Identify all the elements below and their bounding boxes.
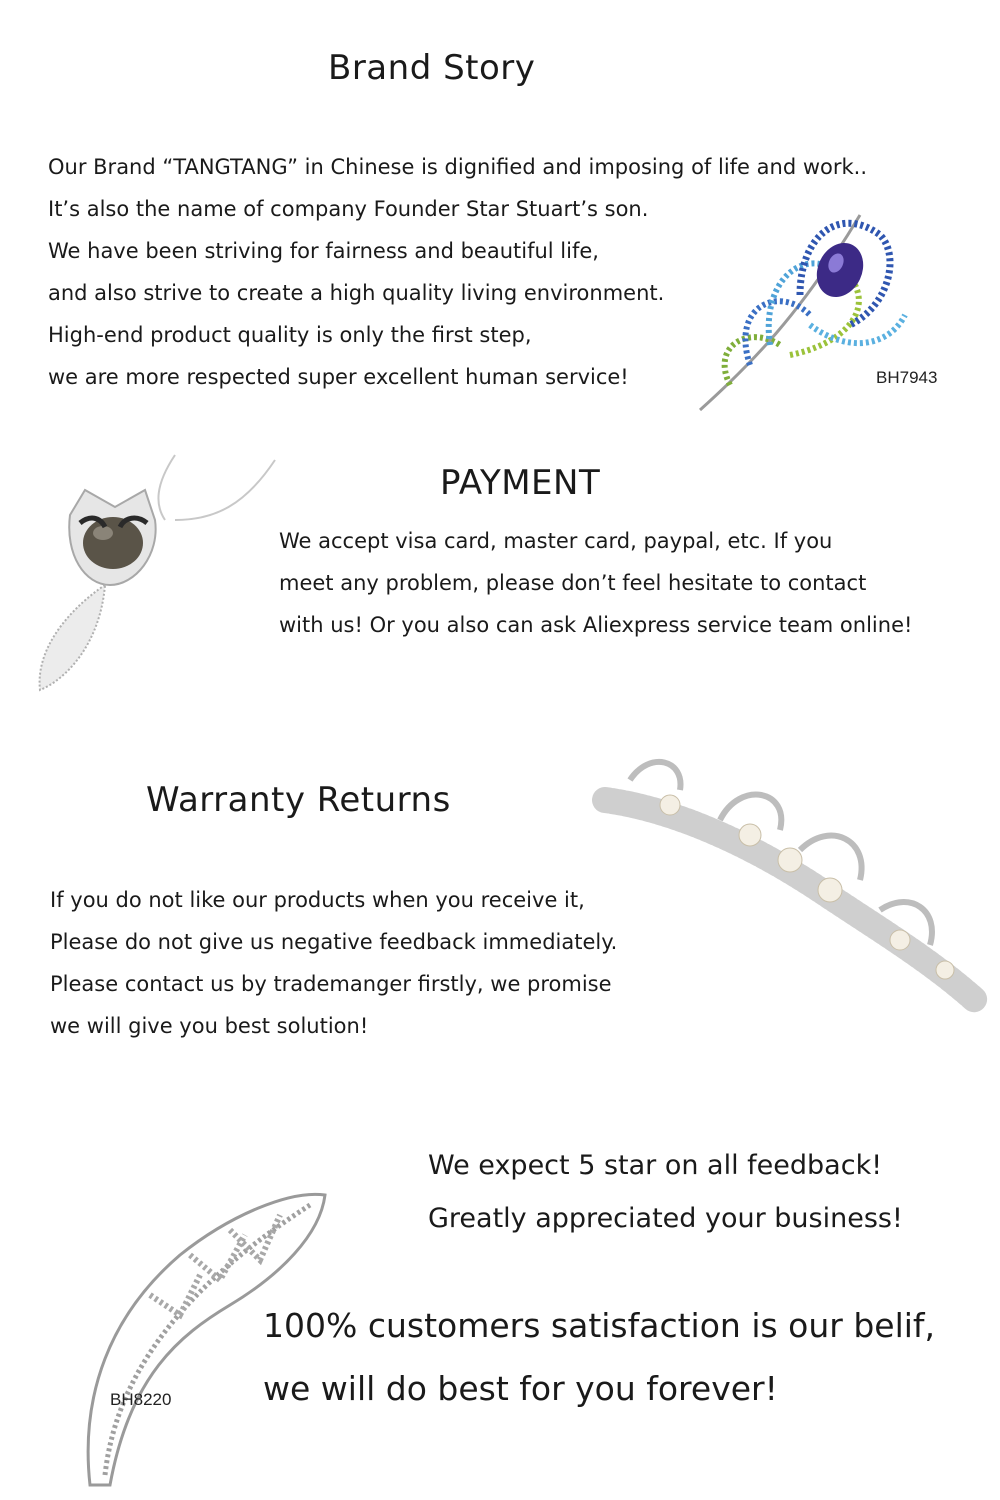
fox-pendant-necklace-icon xyxy=(25,445,285,705)
payment-text xyxy=(279,520,912,646)
warranty-line-4: we will give you best solution! xyxy=(50,1014,369,1038)
payment-line-1: We accept visa card, master card, paypal, etc. If you xyxy=(279,529,833,553)
brand-product-code: BH7943 xyxy=(876,368,938,387)
warranty-text xyxy=(50,879,617,1047)
warranty-title: Warranty Returns xyxy=(146,780,451,820)
pearl-tiara-icon xyxy=(590,740,995,1020)
satisfaction-text xyxy=(263,1294,935,1420)
brand-line-6: we are more respected super excellent human service! xyxy=(48,365,629,389)
satisfaction-line-1: 100% customers satisfaction is our belif, xyxy=(263,1306,936,1345)
warranty-line-1: If you do not like our products when you receive it, xyxy=(50,888,585,912)
feedback-line-2: Greatly appreciated your business! xyxy=(428,1203,903,1234)
payment-line-2: meet any problem, please don’t feel hesitate to contact xyxy=(279,571,867,595)
payment-line-3: with us! Or you also can ask Aliexpress service team online! xyxy=(279,613,913,637)
brand-story-title: Brand Story xyxy=(328,48,536,88)
brand-line-5: High-end product quality is only the first step, xyxy=(48,323,532,347)
brand-line-2: It’s also the name of company Founder Star Stuart’s son. xyxy=(48,197,649,221)
feedback-line-1: We expect 5 star on all feedback! xyxy=(428,1150,883,1181)
satisfaction-product-code: BH8220 xyxy=(110,1390,172,1409)
payment-title: PAYMENT xyxy=(440,463,601,503)
warranty-line-2: Please do not give us negative feedback immediately. xyxy=(50,930,618,954)
brand-line-3: We have been striving for fairness and beautiful life, xyxy=(48,239,599,263)
feedback-text xyxy=(428,1139,903,1245)
brand-line-4: and also strive to create a high quality living environment. xyxy=(48,281,665,305)
brand-line-1: Our Brand “TANGTANG” in Chinese is dignified and imposing of life and work.. xyxy=(48,155,867,179)
satisfaction-line-2: we will do best for you forever! xyxy=(263,1369,778,1408)
warranty-line-3: Please contact us by trademanger firstly, we promise xyxy=(50,972,612,996)
